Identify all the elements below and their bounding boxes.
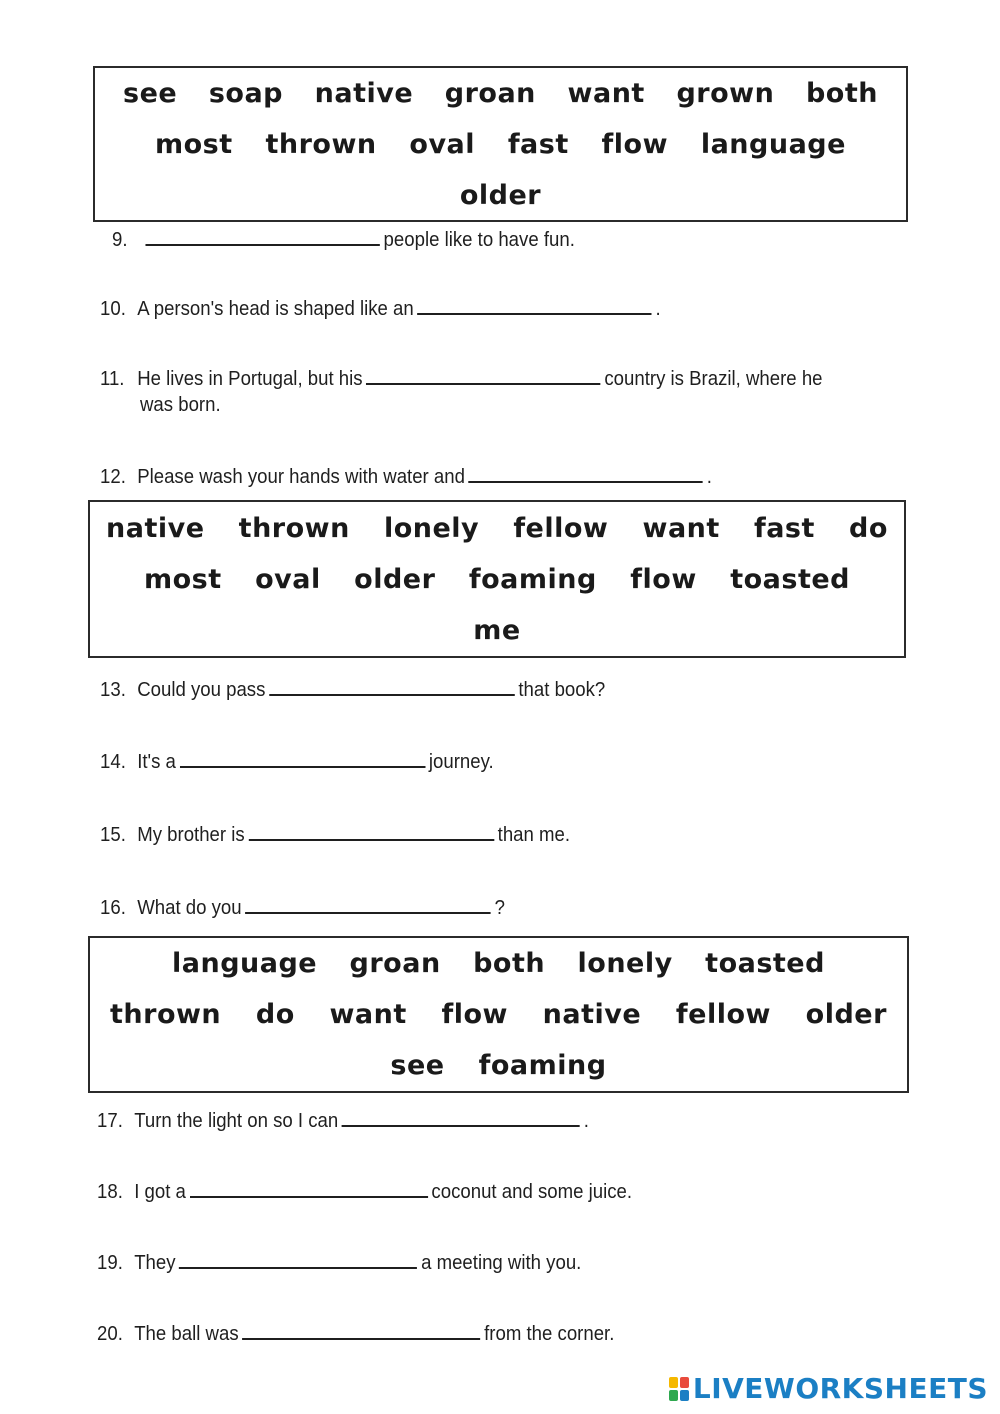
- question-text-before: A person's head is shaped like an: [137, 298, 414, 320]
- word: want: [642, 512, 720, 544]
- word: both: [473, 948, 546, 979]
- question-text-after: that book?: [518, 679, 606, 701]
- word-bank-1: [93, 66, 908, 222]
- question-text-after: .: [655, 298, 661, 320]
- logo-blocks-icon: [669, 1377, 689, 1401]
- question-12: [100, 463, 712, 491]
- question-text-before: Please wash your hands with water and: [137, 466, 465, 488]
- word: grown: [676, 77, 775, 109]
- word: flow: [601, 128, 669, 160]
- answer-blank[interactable]: [190, 1178, 428, 1198]
- word: me: [473, 614, 521, 646]
- word: language: [700, 128, 846, 160]
- question-text-before: It's a: [137, 751, 176, 773]
- question-9: [112, 226, 575, 254]
- answer-blank[interactable]: [179, 1249, 417, 1269]
- word: fast: [753, 512, 815, 544]
- word: want: [329, 999, 407, 1030]
- word: most: [155, 128, 233, 160]
- question-number: 10.: [100, 298, 126, 320]
- question-number: 17.: [97, 1110, 123, 1132]
- word: do: [849, 512, 888, 544]
- logo-block: [680, 1377, 689, 1388]
- liveworksheets-logo[interactable]: [669, 1372, 988, 1405]
- question-16: [100, 894, 505, 922]
- word: flow: [441, 999, 508, 1030]
- word: flow: [630, 563, 697, 595]
- question-text-after: .: [583, 1110, 589, 1132]
- question-text-after: journey.: [428, 751, 494, 773]
- logo-block: [669, 1390, 678, 1401]
- question-number: 13.: [100, 679, 126, 701]
- question-text-after: from the corner.: [484, 1323, 615, 1345]
- question-number: 14.: [100, 751, 126, 773]
- word: thrown: [238, 512, 350, 544]
- question-text-before: They: [134, 1252, 176, 1274]
- question-20: [97, 1320, 614, 1348]
- answer-blank[interactable]: [242, 1320, 480, 1340]
- question-text-before: What do you: [137, 897, 242, 919]
- word: want: [567, 77, 645, 109]
- word: oval: [255, 563, 321, 595]
- word: toasted: [705, 948, 825, 979]
- question-text-after: people like to have fun.: [383, 229, 575, 251]
- word-bank-3: [88, 936, 909, 1093]
- question-13: [100, 676, 605, 704]
- word: thrown: [265, 128, 377, 160]
- answer-blank[interactable]: [180, 748, 426, 768]
- word: lonely: [577, 948, 673, 979]
- question-text-after: coconut and some juice.: [431, 1181, 633, 1203]
- question-17: [97, 1107, 589, 1135]
- answer-blank[interactable]: [469, 463, 703, 483]
- word: foaming: [478, 1050, 607, 1081]
- brand-name: LIVEWORKSHEETS: [692, 1372, 988, 1405]
- word-bank-2-row-2: [90, 554, 904, 605]
- word: most: [144, 563, 222, 595]
- word: soap: [208, 77, 283, 109]
- question-text-after: .: [706, 466, 712, 488]
- answer-blank[interactable]: [145, 226, 379, 246]
- word: both: [805, 77, 878, 109]
- question-text-before: He lives in Portugal, but his: [137, 368, 363, 390]
- word: oval: [409, 128, 476, 160]
- question-number: 16.: [100, 897, 126, 919]
- question-number: 11.: [100, 368, 125, 390]
- word: toasted: [730, 563, 850, 595]
- question-text-after: country is Brazil, where he: [604, 368, 823, 390]
- question-19: [97, 1249, 581, 1277]
- word-bank-2-row-3: [90, 605, 904, 656]
- question-14: [100, 748, 494, 776]
- word-bank-1-row-1: [95, 68, 906, 119]
- word: do: [255, 999, 295, 1030]
- question-11: [100, 365, 823, 393]
- word: fellow: [513, 512, 609, 544]
- question-text-after: than me.: [497, 824, 571, 846]
- word: fellow: [675, 999, 771, 1030]
- question-text-before: Turn the light on so I can: [134, 1110, 339, 1132]
- question-10: [100, 295, 661, 323]
- question-text-after: a meeting with you.: [421, 1252, 582, 1274]
- answer-blank[interactable]: [342, 1107, 580, 1127]
- question-text-before: My brother is: [137, 824, 245, 846]
- question-number: 9.: [112, 229, 128, 251]
- word-bank-1-row-3: [95, 170, 906, 221]
- word: see: [123, 77, 178, 109]
- word: groan: [444, 77, 536, 109]
- answer-blank[interactable]: [366, 365, 600, 385]
- word: groan: [349, 948, 441, 979]
- logo-block: [680, 1390, 689, 1401]
- question-number: 15.: [100, 824, 126, 846]
- question-text-before: Could you pass: [137, 679, 266, 701]
- word: native: [542, 999, 642, 1030]
- word: native: [314, 77, 414, 109]
- question-15: [100, 821, 570, 849]
- word: lonely: [383, 512, 480, 544]
- word-bank-2-row-1: [90, 503, 904, 554]
- answer-blank[interactable]: [248, 821, 494, 841]
- question-number: 20.: [97, 1323, 123, 1345]
- question-number: 19.: [97, 1252, 123, 1274]
- question-number: 18.: [97, 1181, 123, 1203]
- word: language: [172, 948, 318, 979]
- word: fast: [507, 128, 569, 160]
- word: native: [106, 512, 205, 544]
- question-11-line-2: was born.: [140, 394, 221, 416]
- question-number: 12.: [100, 466, 126, 488]
- word-bank-3-row-3: [90, 1040, 907, 1091]
- answer-blank[interactable]: [269, 676, 515, 696]
- word-bank-2: [88, 500, 906, 658]
- question-text-before: I got a: [134, 1181, 186, 1203]
- word: see: [390, 1050, 445, 1081]
- word: thrown: [110, 999, 222, 1030]
- word: older: [354, 563, 436, 595]
- word: foaming: [468, 563, 597, 595]
- logo-block: [669, 1377, 678, 1388]
- question-18: [97, 1178, 632, 1206]
- word-bank-3-row-1: [90, 938, 907, 989]
- question-text-before: The ball was: [134, 1323, 239, 1345]
- word-bank-3-row-2: [90, 989, 907, 1040]
- word: older: [805, 999, 887, 1030]
- answer-blank[interactable]: [417, 295, 651, 315]
- answer-blank[interactable]: [245, 894, 491, 914]
- question-text-after: ?: [494, 897, 505, 919]
- word: older: [459, 179, 542, 211]
- word-bank-1-row-2: [95, 119, 906, 170]
